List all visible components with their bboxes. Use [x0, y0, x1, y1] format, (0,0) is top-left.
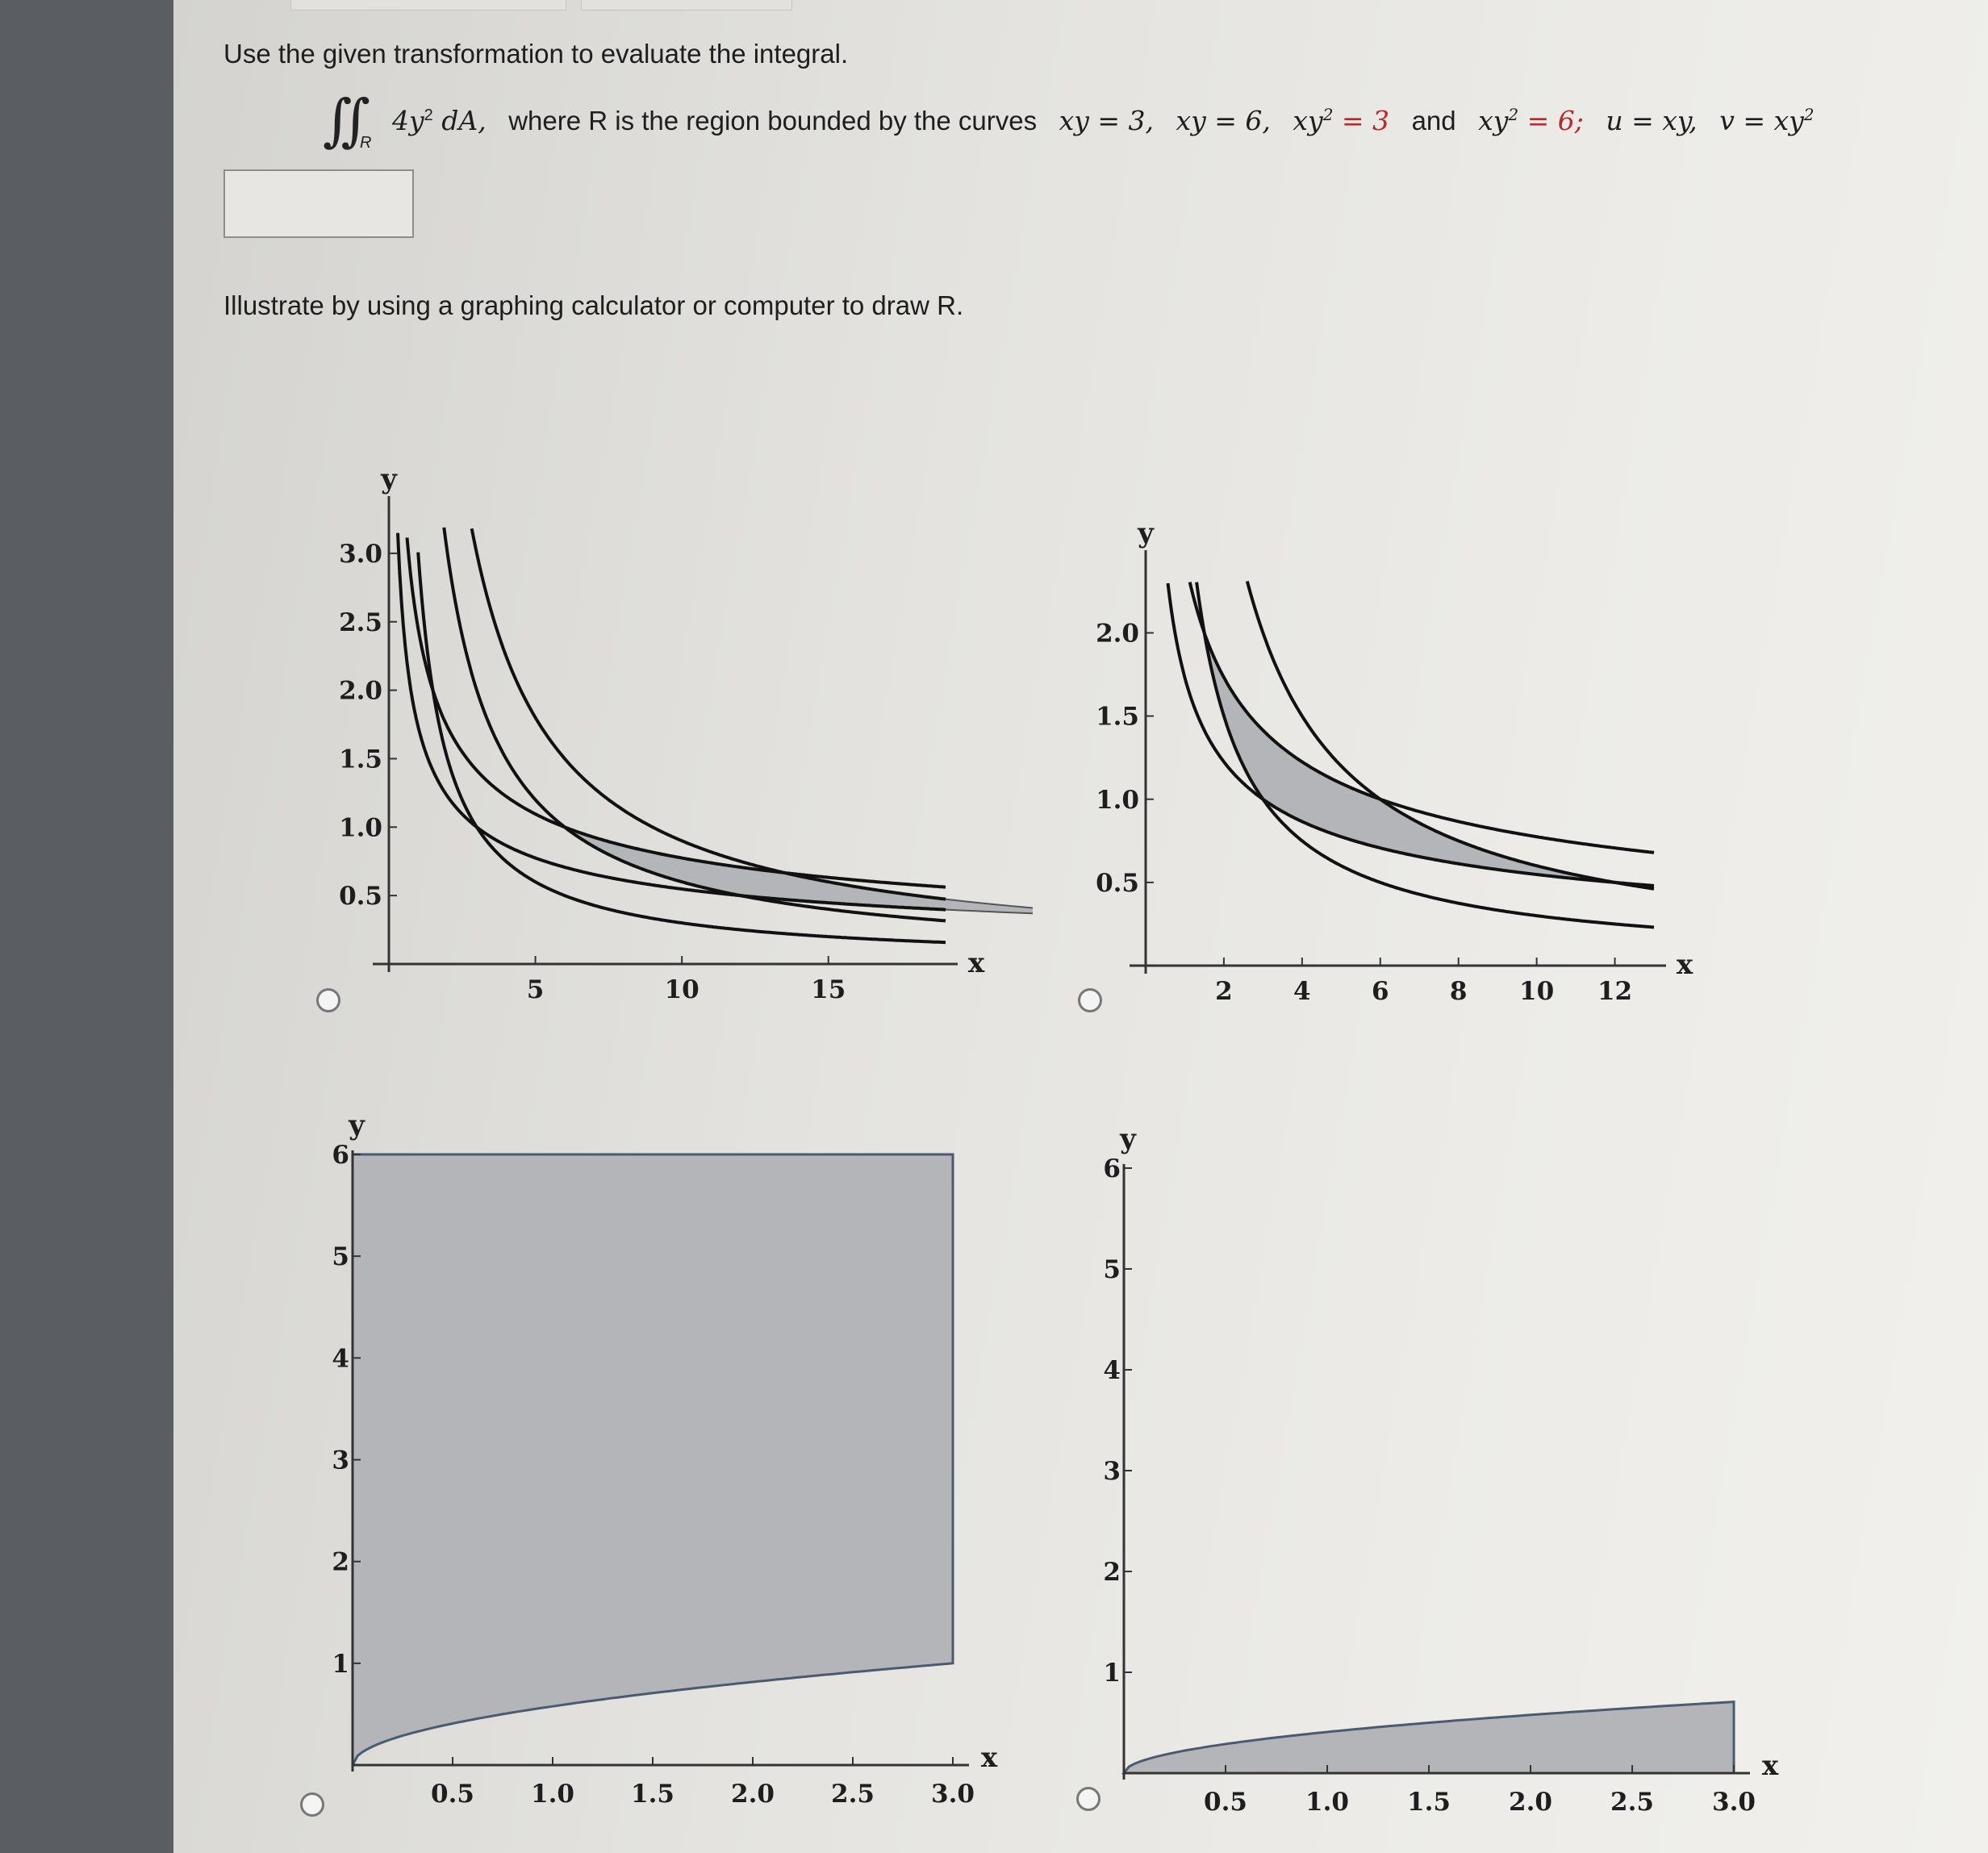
x-axis-label: x: [980, 1742, 998, 1774]
curve-xy-6: xy = 6,: [1176, 105, 1271, 136]
choice-c-graph: [315, 1089, 1025, 1815]
y-tick-label: 2: [1103, 1558, 1121, 1587]
y-tick-label: 2.0: [339, 676, 382, 706]
top-tab-strip: [290, 0, 1355, 11]
y-tick-label: 2.5: [339, 607, 382, 637]
x-tick-label: 3.0: [1712, 1788, 1756, 1815]
curve-xy2-3: $xy^2 = 3$: [1293, 105, 1390, 136]
y-tick-label: 3.0: [339, 539, 382, 569]
shaded-region-s: [1124, 1702, 1734, 1773]
x-tick-label: 2.0: [731, 1780, 775, 1809]
y-tick-label: 2: [332, 1547, 349, 1577]
x-tick-label: 2.5: [1610, 1788, 1654, 1815]
y-axis-label: y: [1120, 1123, 1136, 1155]
integrand: 4y: [392, 105, 424, 136]
y-tick-label: 4: [1103, 1356, 1121, 1385]
transform-u: u = xy,: [1606, 105, 1698, 136]
shaded-region-r: [1205, 633, 1615, 883]
x-axis-label: x: [1761, 1750, 1779, 1782]
y-tick-label: 6: [332, 1141, 349, 1170]
choice-b-graph: [1081, 331, 1807, 1025]
tab-left[interactable]: [290, 0, 566, 10]
x-tick-label: 10: [1519, 977, 1555, 1006]
x-tick-label: 2.5: [831, 1780, 875, 1809]
y-tick-label: 3: [1103, 1457, 1121, 1486]
y-tick-label: 1.5: [1096, 702, 1139, 732]
curve-xy-3: [418, 553, 946, 943]
x-tick-label: 1.5: [631, 1780, 674, 1809]
and-text: and: [1411, 106, 1456, 136]
y-axis-label: y: [381, 463, 397, 495]
y-tick-label: 6: [1103, 1154, 1121, 1183]
y-tick-label: 1.5: [339, 745, 382, 774]
tab-right[interactable]: [581, 0, 792, 10]
y-tick-label: 0.5: [339, 882, 382, 912]
x-tick-label: 5: [526, 975, 545, 1004]
choice-a-graph: [323, 331, 1033, 1025]
y-axis-label: y: [349, 1109, 365, 1141]
y-tick-label: 0.5: [1096, 868, 1139, 898]
double-integral-icon: ∫∫: [323, 87, 359, 153]
x-tick-label: 15: [811, 975, 846, 1004]
x-tick-label: 1.0: [1305, 1788, 1349, 1815]
x-axis-label: x: [1676, 949, 1694, 981]
curve-xy2-3: [398, 533, 946, 910]
transform-v: $v = xy^2$: [1719, 105, 1815, 136]
x-tick-label: 0.5: [1204, 1788, 1247, 1815]
integrand-exponent: 2: [424, 106, 433, 124]
y-tick-label: 1.0: [339, 813, 382, 843]
y-tick-label: 1.0: [1096, 785, 1139, 815]
illustrate-instruction: Illustrate by using a graphing calculator or computer to draw R.: [223, 290, 964, 320]
y-tick-label: 1: [332, 1649, 349, 1679]
x-tick-label: 4: [1293, 977, 1311, 1006]
y-axis-label: y: [1138, 517, 1154, 549]
x-tick-label: 3.0: [931, 1780, 975, 1809]
y-tick-label: 1: [1103, 1659, 1121, 1688]
question-intro: Use the given transformation to evaluate the integral.: [223, 39, 849, 69]
x-tick-label: 1.5: [1407, 1788, 1451, 1815]
y-tick-label: 5: [1103, 1255, 1121, 1284]
x-tick-label: 1.0: [531, 1780, 574, 1809]
curve-xy2-6: $xy^2 = 6$;: [1478, 105, 1584, 136]
shaded-region-s: [353, 1154, 953, 1765]
x-tick-label: 12: [1597, 977, 1633, 1006]
choice-d-graph: [1081, 1089, 1807, 1815]
differential: dA,: [432, 105, 487, 136]
y-tick-label: 2.0: [1096, 619, 1139, 649]
y-tick-label: 5: [332, 1242, 349, 1272]
x-tick-label: 2.0: [1509, 1788, 1552, 1815]
x-axis-label: x: [967, 947, 985, 979]
y-tick-label: 3: [332, 1446, 349, 1475]
x-tick-label: 6: [1371, 977, 1389, 1006]
y-tick-label: 4: [332, 1344, 349, 1374]
curve-xy-3: xy = 3,: [1059, 105, 1155, 136]
where-text: where R is the region bounded by the curves: [508, 106, 1038, 136]
x-tick-label: 0.5: [431, 1780, 474, 1809]
curve-xy-9: [472, 528, 946, 899]
x-tick-label: 8: [1449, 977, 1468, 1006]
x-tick-label: 10: [664, 975, 700, 1004]
answer-input[interactable]: [223, 169, 414, 238]
integral-region-subscript: R: [360, 134, 372, 152]
x-tick-label: 2: [1215, 977, 1233, 1006]
